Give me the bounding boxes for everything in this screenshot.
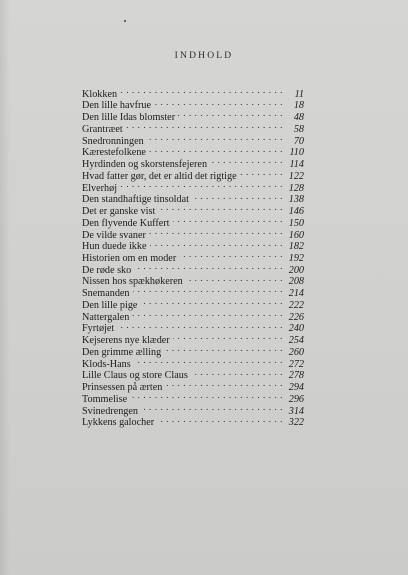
dot-leader [191,367,283,379]
dot-leader [140,296,283,308]
dot-leader [149,226,283,238]
dot-leader [149,144,283,156]
dot-leader [154,97,283,109]
toc-entry-page-number: 11 [294,88,304,100]
toc-entry [82,331,304,347]
toc-entry-title: Historien om en moder [82,253,177,265]
toc-entry-page-number: 122 [288,170,304,182]
toc-entry-page-number: 322 [288,417,304,429]
dot-leader [210,155,283,167]
paper-speck [124,20,126,22]
toc-entry-title: Klods-Hans [82,358,131,370]
toc-entry-title: Snedronningen [82,135,144,147]
dot-leader [130,390,283,402]
toc-entry-page-number: 48 [293,112,304,124]
toc-entry-title: Tommelise [82,393,128,405]
toc-entry-title: De røde sko [82,264,132,276]
toc-entry-title: Svinedrengen [82,405,139,417]
dot-leader [179,249,283,261]
dot-leader [134,355,283,367]
toc-entry-page-number: 214 [288,288,304,300]
toc-entry-page-number: 254 [288,335,304,347]
toc-entry-page-number: 278 [288,370,304,382]
toc-entry-page-number: 160 [288,229,304,241]
dot-leader [132,308,283,320]
dot-leader [147,132,283,144]
dot-leader [165,378,283,390]
dot-leader [173,214,283,226]
dot-leader [173,331,283,343]
dot-leader [158,202,283,214]
toc-entry-title: Nissen hos spækhøkeren [82,276,183,288]
toc-entry-page-number: 110 [289,147,304,159]
toc-entry-title: Den lille Idas blomster [82,112,176,124]
toc-entry-title: Hyrdinden og skorstensfejeren [82,159,208,171]
toc-entry-title: Hun duede ikke [82,241,147,253]
toc-entry-title: Elverhøj [82,182,118,194]
toc-entry-title: Lykkens galocher [82,417,155,429]
toc-entry-title: Kejserens nye klæder [82,335,170,347]
toc-entry-title: Snemanden [82,288,130,300]
toc-entry-page-number: 70 [293,135,304,147]
dot-leader [186,273,283,285]
dot-leader [157,414,283,426]
toc-entry-title: Grantræet [82,123,123,135]
toc-entry-page-number: 240 [288,323,304,335]
dot-leader [133,284,283,296]
toc-entry-title: De vilde svaner [82,229,146,241]
toc-entry-page-number: 208 [288,276,304,288]
toc-entry-title: Prinsessen på ærten [82,382,163,394]
dot-leader [120,85,283,97]
toc-entry-page-number: 296 [288,393,304,405]
table-of-contents [82,85,304,429]
toc-entry-title: Den lille pige [82,299,138,311]
dot-leader [178,108,283,120]
page-heading: INDHOLD [174,51,234,61]
toc-entry [82,85,304,100]
dot-leader [150,238,283,250]
toc-entry-page-number: 260 [288,346,304,358]
toc-entry-title: Fyrtøjet [82,323,115,335]
toc-entry-page-number: 182 [288,241,304,253]
toc-entry-title: Hvad fatter gør, det er altid det rigtige [82,170,237,182]
toc-entry-page-number: 294 [288,382,304,394]
dot-leader [141,402,283,414]
toc-entry-page-number: 226 [288,311,304,323]
toc-entry-page-number: 58 [293,123,304,135]
toc-entry-page-number: 192 [288,253,304,265]
toc-entry-page-number: 150 [288,217,304,229]
dot-leader [117,320,283,332]
toc-entry-page-number: 200 [288,264,304,276]
toc-entry-page-number: 138 [288,194,304,206]
dot-leader [126,120,283,132]
page-gutter-shadow [0,0,10,575]
toc-entry-title: Kærestefolkene [82,147,146,159]
toc-entry-page-number: 18 [293,100,304,112]
toc-entry-title: Nattergalen [82,311,130,323]
toc-entry-title: Klokken [82,88,118,100]
dot-leader [164,343,283,355]
toc-entry-page-number: 114 [289,159,304,171]
toc-entry-page-number: 222 [288,299,304,311]
dot-leader [134,261,283,273]
toc-entry-page-number: 146 [288,206,304,218]
toc-entry-page-number: 272 [288,358,304,370]
toc-entry-title: Den grimme ælling [82,346,162,358]
dot-leader [120,179,283,191]
toc-entry-page-number: 314 [288,405,304,417]
toc-entry-title: Den flyvende Kuffert [82,217,170,229]
dot-leader [192,191,283,203]
toc-entry-title: Den lille havfrue [82,100,152,112]
dot-leader [240,167,283,179]
toc-entry-title: Lille Claus og store Claus [82,370,188,382]
toc-entry-title: Det er ganske vist [82,206,156,218]
toc-entry-title: Den standhaftige tinsoldat [82,194,189,206]
toc-entry-page-number: 128 [288,182,304,194]
